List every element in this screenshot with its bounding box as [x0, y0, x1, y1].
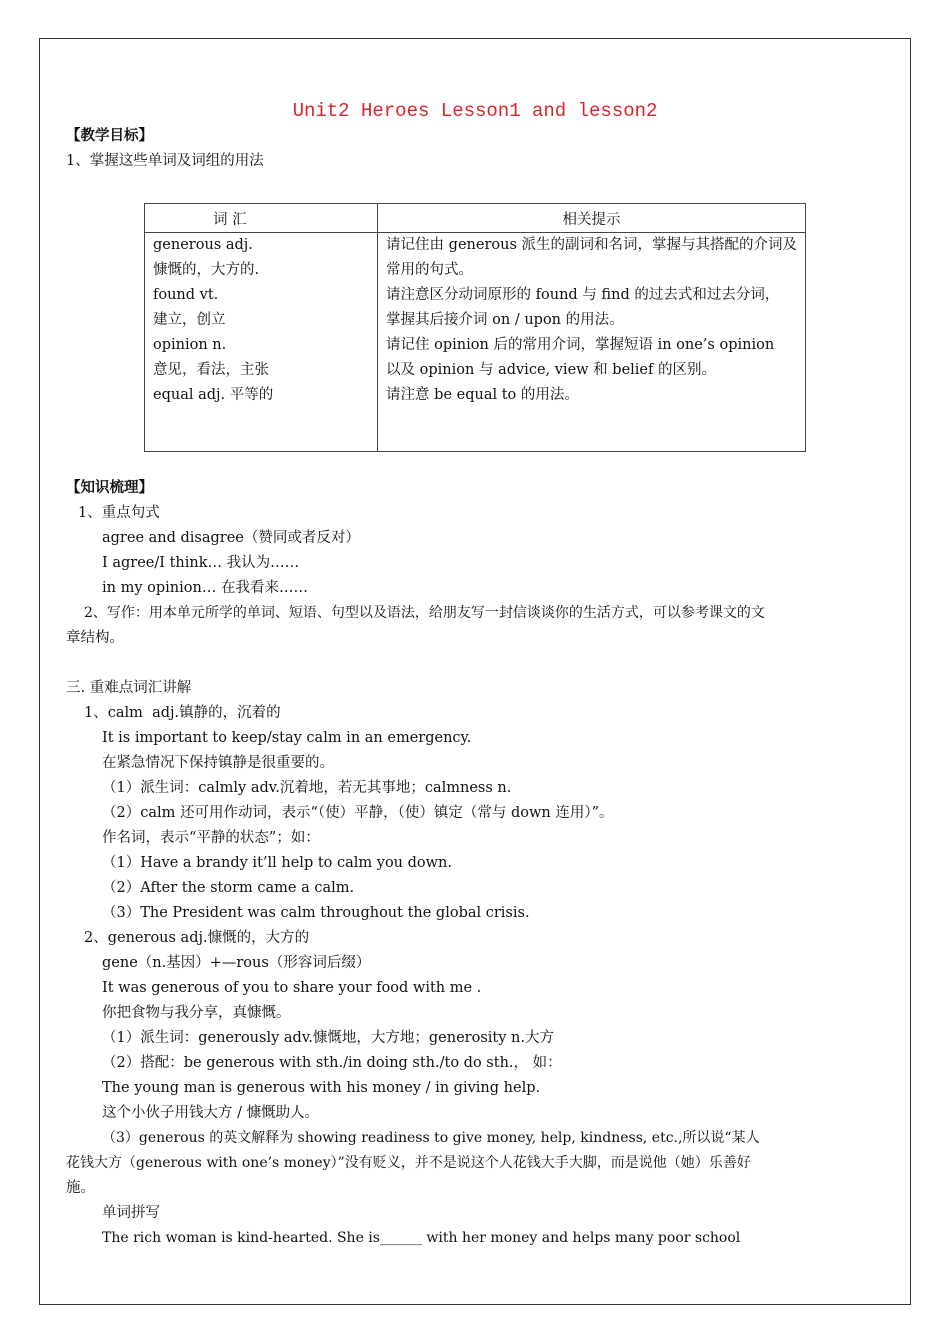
calm-ex1cn: 在紧急情况下保持镇静是很重要的。	[102, 755, 334, 771]
calm-head: 1、calm adj.镇静的，沉着的	[84, 705, 281, 721]
objectives-item-1: 1、掌握这些单词及词组的用法	[66, 153, 264, 169]
generous-ex1: It was generous of you to share your food with me .	[102, 980, 482, 996]
vocab-word: generous adj.	[153, 237, 253, 253]
knowledge-s2a: 2、写作：用本单元所学的单词、短语、句型以及语法，给朋友写一封信谈谈你的生活方式，可以参考课文的文	[84, 605, 765, 621]
calm-noun: 作名词，表示“平静的状态”；如：	[102, 830, 320, 846]
vocab-words-cell	[145, 233, 378, 452]
vocab-table	[144, 203, 806, 452]
vocab-word: 意见，看法，主张	[153, 362, 269, 378]
generous-gene: gene（n.基因）+—rous（形容词后缀）	[102, 955, 371, 971]
header-hints: 相关提示	[378, 204, 806, 233]
calm-n1: （1）Have a brandy it’ll help to calm you down.	[102, 855, 453, 871]
knowledge-s1a: agree and disagree（赞同或者反对）	[102, 530, 360, 546]
vocab-hints-cell	[378, 233, 806, 452]
knowledge-s1c: in my opinion… 在我看来……	[102, 580, 308, 596]
vocab-word: 建立，创立	[153, 312, 226, 328]
generous-d3a: （3）generous 的英文解释为 showing readiness to give money, help, kindness, etc.,所以说“某人	[102, 1130, 760, 1146]
vocab-word: 慷慨的，大方的.	[153, 262, 260, 278]
calm-n2: （2）After the storm came a calm.	[102, 880, 355, 896]
vocab-word: found vt.	[153, 287, 219, 303]
generous-ex2: The young man is generous with his money / in giving help.	[102, 1080, 541, 1096]
generous-d3b: 花钱大方（generous with one’s money）”没有贬义，并不是说这个人花钱大手大脚，而是说他（她）乐善好	[66, 1155, 751, 1171]
vocab-hint: 请记住 opinion 后的常用介词，掌握短语 in one’s opinion	[386, 337, 775, 353]
knowledge-s1: 1、重点句式	[78, 505, 160, 521]
calm-d2: （2）calm 还可用作动词，表示“（使）平静，（使）镇定（常与 down 连用）”。	[102, 805, 614, 821]
vocab-hint: 请记住由 generous 派生的副词和名词，掌握与其搭配的介词及	[386, 237, 797, 253]
generous-ex1cn: 你把食物与我分享，真慷慨。	[102, 1005, 291, 1021]
generous-spell: 单词拼写	[102, 1205, 160, 1221]
vocab-word: equal adj. 平等的	[153, 387, 274, 403]
generous-ex2cn: 这个小伙子用钱大方 / 慷慨助人。	[102, 1105, 320, 1121]
generous-head: 2、generous adj.慷慨的，大方的	[84, 930, 310, 946]
knowledge-s2b: 章结构。	[66, 630, 124, 646]
generous-d2: （2）搭配：be generous with sth./in doing sth./to do sth.， 如：	[102, 1055, 562, 1071]
calm-ex1: It is important to keep/stay calm in an emergency.	[102, 730, 472, 746]
vocab-hint: 常用的句式。	[386, 262, 474, 278]
generous-d1: （1）派生词：generously adv.慷慨地，大方地；generosity n.大方	[102, 1030, 554, 1046]
objectives-heading: 【教学目标】	[66, 127, 153, 144]
generous-ex3: The rich woman is kind-hearted. She is______ with her money and helps many poor school	[102, 1230, 741, 1246]
knowledge-heading: 【知识梳理】	[66, 479, 153, 496]
section3-heading: 三. 重难点词汇讲解	[66, 680, 192, 696]
vocab-table-header	[145, 204, 806, 233]
knowledge-s1b: I agree/I think… 我认为……	[102, 555, 300, 571]
vocab-hint: 掌握其后接介词 on / upon 的用法。	[386, 312, 624, 328]
vocab-hint: 请注意 be equal to 的用法。	[386, 387, 579, 403]
header-vocab: 词 汇	[145, 204, 378, 233]
calm-n3: （3）The President was calm throughout the global crisis.	[102, 905, 530, 921]
page-title: Unit2 Heroes Lesson1 and lesson2	[292, 100, 658, 122]
vocab-word: opinion n.	[153, 337, 227, 353]
vocab-hint: 请注意区分动词原形的 found 与 find 的过去式和过去分词，	[386, 287, 780, 303]
generous-d3c: 施。	[66, 1180, 95, 1196]
calm-d1: （1）派生词：calmly adv.沉着地，若无其事地；calmness n.	[102, 780, 512, 796]
vocab-hint: 以及 opinion 与 advice, view 和 belief 的区别。	[386, 362, 716, 378]
vocab-table-row	[145, 233, 806, 452]
